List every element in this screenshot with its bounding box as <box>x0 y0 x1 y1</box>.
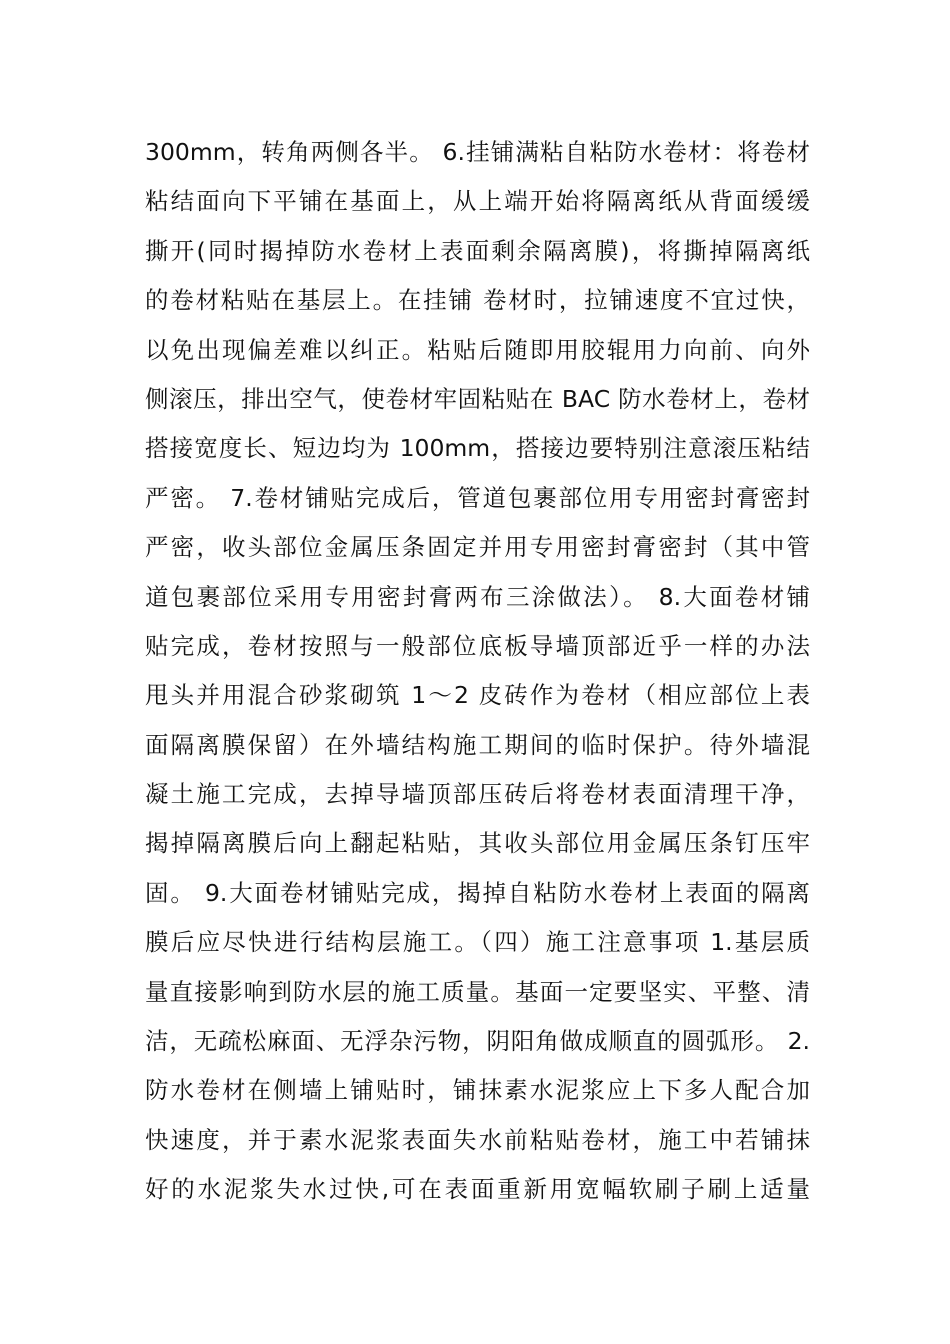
text-line: 洁，无疏松麻面、无浮杂污物，阴阳角做成顺直的圆弧形。 2. <box>145 1027 810 1056</box>
text-line: 凝土施工完成，去掉导墙顶部压砖后将卷材表面清理干净， <box>145 780 810 809</box>
text-line: 侧滚压，排出空气，使卷材牢固粘贴在 BAC 防水卷材上，卷材 <box>145 384 810 413</box>
text-line: 揭掉隔离膜后向上翻起粘贴，其收头部位用金属压条钉压牢 <box>145 829 810 858</box>
text-line: 面隔离膜保留）在外墙结构施工期间的临时保护。待外墙混 <box>145 730 810 759</box>
body-text <box>145 128 810 1215</box>
text-line: 快速度，并于素水泥浆表面失水前粘贴卷材，施工中若铺抹 <box>145 1125 810 1154</box>
text-line: 撕开(同时揭掉防水卷材上表面剩余隔离膜)，将撕掉隔离纸 <box>145 236 810 265</box>
text-line: 严密，收头部位金属压条固定并用专用密封膏密封（其中管 <box>145 533 810 562</box>
text-line: 严密。 7.卷材铺贴完成后，管道包裹部位用专用密封膏密封 <box>145 483 810 512</box>
text-line: 粘结面向下平铺在基面上，从上端开始将隔离纸从背面缓缓 <box>145 187 810 216</box>
text-line: 300mm，转角两侧各半。 6.挂铺满粘自粘防水卷材：将卷材 <box>145 138 810 166</box>
text-line: 以免出现偏差难以纠正。粘贴后随即用胶辊用力向前、向外 <box>145 335 810 364</box>
text-line: 好的水泥浆失水过快,可在表面重新用宽幅软刷子刷上适量 <box>145 1175 810 1204</box>
text-line: 膜后应尽快进行结构层施工。（四）施工注意事项 1.基层质 <box>145 928 810 957</box>
text-line: 道包裹部位采用专用密封膏两布三涂做法）。 8.大面卷材铺 <box>145 582 810 611</box>
text-line: 量直接影响到防水层的施工质量。基面一定要坚实、平整、清 <box>145 977 810 1006</box>
text-line: 贴完成，卷材按照与一般部位底板导墙顶部近乎一样的办法 <box>145 631 810 660</box>
text-line: 防水卷材在侧墙上铺贴时，铺抹素水泥浆应上下多人配合加 <box>145 1076 810 1105</box>
text-line: 固。 9.大面卷材铺贴完成，揭掉自粘防水卷材上表面的隔离 <box>145 878 810 907</box>
text-line: 甩头并用混合砂浆砌筑 1～2 皮砖作为卷材（相应部位上表 <box>145 681 810 710</box>
text-line: 搭接宽度长、短边均为 100mm，搭接边要特别注意滚压粘结 <box>145 434 810 463</box>
text-line: 的卷材粘贴在基层上。在挂铺 卷材时，拉铺速度不宜过快， <box>145 286 810 315</box>
